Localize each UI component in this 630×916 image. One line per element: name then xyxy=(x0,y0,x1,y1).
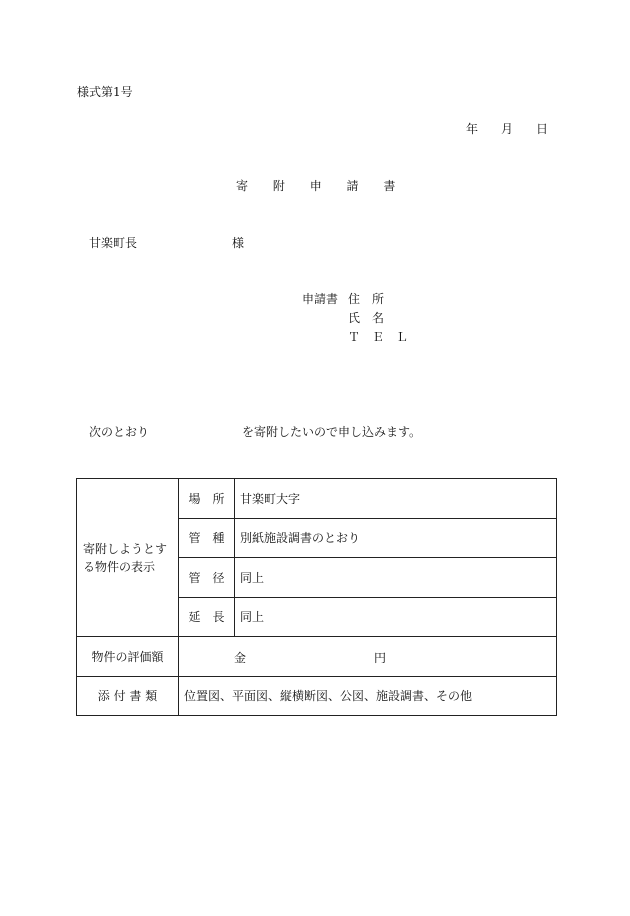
row-label: 管 種 xyxy=(179,518,235,558)
body-text-suffix: を寄附したいので申し込みます。 xyxy=(242,425,422,439)
applicant-name-label: 氏 名 xyxy=(348,311,385,325)
applicant-address-label: 住 所 xyxy=(348,292,385,306)
property-section-label: 寄附しようとする物件の表示 xyxy=(77,479,179,637)
title-char: 申 xyxy=(309,179,322,193)
applicant-tel-label: Ｔ Ｅ Ｌ xyxy=(348,330,409,344)
title-char: 附 xyxy=(272,179,285,193)
applicant-label: 申請書 xyxy=(302,292,339,306)
row-value: 別紙施設調書のとおり xyxy=(235,518,557,558)
date-month: 月 xyxy=(501,122,514,136)
attachments-value: 位置図、平面図、縦横断図、公図、施設調書、その他 xyxy=(179,676,557,716)
table-row xyxy=(77,676,557,716)
row-label: 管 径 xyxy=(179,558,235,598)
addressee-honorific: 様 xyxy=(232,236,245,250)
title-char: 書 xyxy=(383,179,396,193)
valuation-amount xyxy=(179,637,557,677)
form-number: 様式第1号 xyxy=(77,85,133,99)
document-title xyxy=(236,179,416,193)
table-row xyxy=(77,479,557,519)
date-day: 日 xyxy=(536,122,549,136)
row-value: 同上 xyxy=(235,558,557,598)
row-value: 甘楽町大字 xyxy=(235,479,557,519)
attachments-label: 添 付 書 類 xyxy=(77,676,179,716)
row-label: 場 所 xyxy=(179,479,235,519)
date-year: 年 xyxy=(466,122,479,136)
donation-detail-table xyxy=(76,478,557,716)
amount-suffix: 円 xyxy=(374,651,387,666)
title-char: 寄 xyxy=(236,179,249,193)
table-row xyxy=(77,637,557,677)
valuation-label: 物件の評価額 xyxy=(77,637,179,677)
row-value: 同上 xyxy=(235,597,557,637)
amount-prefix: 金 xyxy=(234,651,247,666)
title-char: 請 xyxy=(346,179,359,193)
row-label: 延 長 xyxy=(179,597,235,637)
addressee-name: 甘楽町長 xyxy=(89,236,138,250)
date-line xyxy=(466,122,548,136)
body-text-prefix: 次のとおり xyxy=(89,425,150,439)
